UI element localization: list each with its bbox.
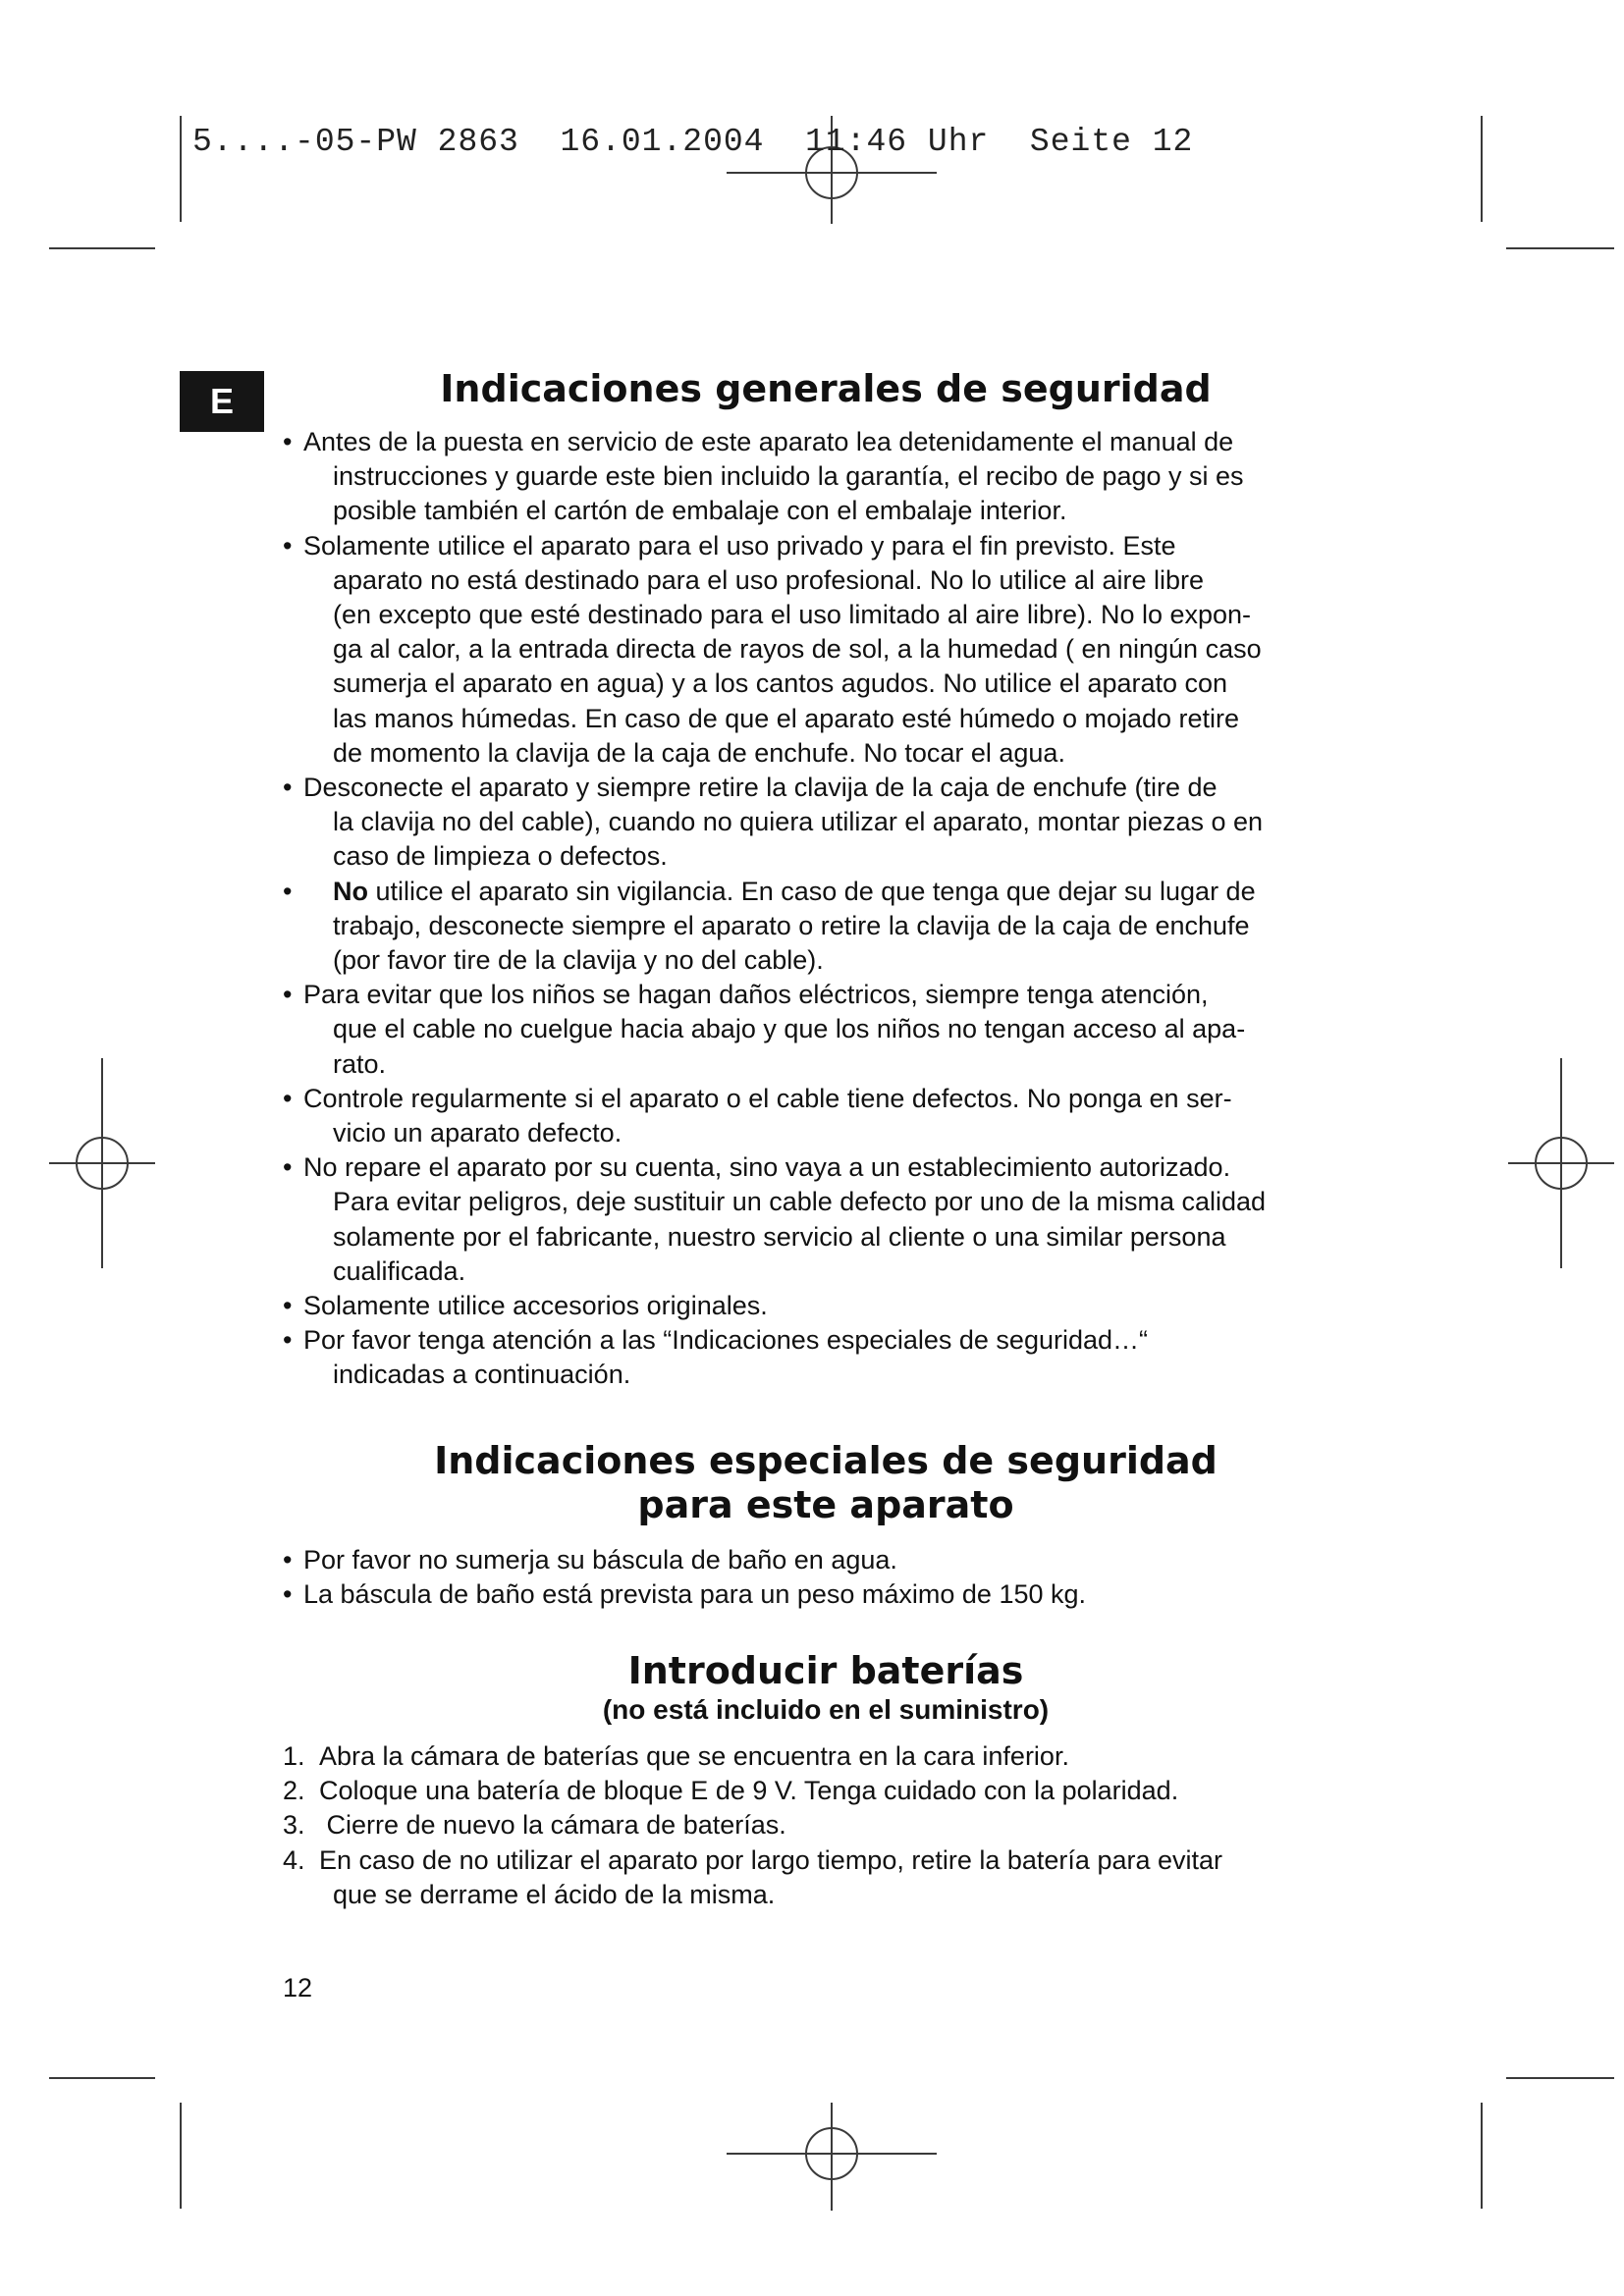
bullet-line: Por favor tenga atención a las “Indicaciones especiales de seguridad…“: [303, 1325, 1149, 1356]
general-safety-list: [283, 425, 1412, 1393]
bullet-marker: •: [283, 427, 293, 456]
bullet-line: instrucciones y guarde este bien incluido la garantía, el recibo de pago y si es: [333, 461, 1244, 492]
bullet-line: sumerja el aparato en agua) y a los cantos agudos. No utilice el aparato con: [333, 668, 1228, 699]
crop-mark-bottom-right-vertical: [1481, 2103, 1483, 2209]
bullet-marker: •: [283, 876, 293, 906]
bullet-line: No repare el aparato por su cuenta, sino vaya a un establecimiento autorizado.: [303, 1152, 1231, 1183]
crop-mark-top-left-vertical: [180, 116, 182, 222]
bullet-item: [283, 1082, 1412, 1150]
bullet-bold-lead: No: [333, 876, 368, 906]
bullet-marker: •: [283, 1291, 293, 1321]
step-line: Coloque una batería de bloque E de 9 V. Tenga cuidado con la polaridad.: [319, 1776, 1179, 1806]
bullet-line: Para evitar peligros, deje sustituir un cable defecto por uno de la misma calidad: [333, 1187, 1267, 1217]
bullet-line: las manos húmedas. En caso de que el aparato esté húmedo o mojado retire: [333, 703, 1240, 733]
step-number: 1.: [283, 1741, 305, 1771]
printer-slug: 5....-05-PW 2863 16.01.2004 11:46 Uhr Seite 12: [192, 124, 1194, 160]
numbered-step: [283, 1808, 1412, 1842]
page-number: 12: [283, 1973, 313, 2002]
numbered-step: [283, 1774, 1412, 1808]
crop-mark-bottom-left-horizontal: [49, 2077, 155, 2079]
bullet-marker: •: [283, 1579, 293, 1610]
numbered-step: [283, 1739, 1412, 1774]
bullet-line: (por favor tire de la clavija y no del cable).: [333, 945, 824, 976]
bullet-line: caso de limpieza o defectos.: [333, 841, 668, 872]
bullet-item: [283, 1289, 1412, 1323]
bullet-line: posible también el cartón de embalaje con el embalaje interior.: [333, 496, 1067, 526]
bullet-line: Para evitar que los niños se hagan daños eléctricos, siempre tenga atención,: [303, 980, 1209, 1010]
bullet-line: Solamente utilice accesorios originales.: [303, 1291, 768, 1321]
bullet-line: la clavija no del cable), cuando no quiera utilizar el aparato, montar piezas o en: [333, 807, 1264, 837]
bullet-item: [283, 1543, 1412, 1577]
bullet-line: Desconecte el aparato y siempre retire la clavija de la caja de enchufe (tire de: [303, 773, 1218, 803]
step-line: Cierre de nuevo la cámara de baterías.: [319, 1810, 786, 1841]
bullet-line: Solamente utilice el aparato para el uso privado y para el fin previsto. Este: [303, 530, 1176, 561]
registration-mark-right: [1508, 1058, 1614, 1268]
bullet-item: [283, 1150, 1412, 1289]
step-line: En caso de no utilizar el aparato por largo tiempo, retire la batería para evitar: [319, 1844, 1223, 1875]
bullet-line: Controle regularmente si el aparato o el cable tiene defectos. No ponga en ser-: [303, 1083, 1232, 1113]
section-title-general-safety: Indicaciones generales de seguridad: [440, 367, 1212, 410]
section-title-special-safety: Indicaciones especiales de seguridad: [434, 1439, 1218, 1482]
bullet-item: [283, 1323, 1412, 1392]
bullet-item: [283, 978, 1412, 1082]
bullet-line: que el cable no cuelgue hacia abajo y que los niños no tengan acceso al apa-: [333, 1014, 1246, 1044]
bullet-marker: •: [283, 980, 293, 1010]
bullet-line: Antes de la puesta en servicio de este aparato lea detenidamente el manual de: [303, 427, 1234, 456]
step-number: 4.: [283, 1844, 305, 1875]
step-line: Abra la cámara de baterías que se encuentra en la cara inferior.: [319, 1741, 1069, 1771]
crop-mark-top-right-horizontal: [1506, 247, 1614, 249]
bullet-item: [283, 1577, 1412, 1612]
crop-mark-bottom-right-horizontal: [1506, 2077, 1614, 2079]
battery-steps-list: [283, 1739, 1412, 1912]
special-safety-list: [283, 1543, 1412, 1612]
step-number: 3.: [283, 1810, 305, 1841]
bullet-line: cualificada.: [333, 1255, 466, 1286]
registration-mark-left: [49, 1058, 155, 1268]
bullet-marker: •: [283, 773, 293, 803]
bullet-line: de momento la clavija de la caja de enchufe. No tocar el agua.: [333, 737, 1065, 768]
bullet-item: [283, 771, 1412, 875]
crop-mark-top-left-horizontal: [49, 247, 155, 249]
bullet-line: ga al calor, a la entrada directa de rayos de sol, a la humedad ( en ningún caso: [333, 634, 1262, 665]
bullet-line: Por favor no sumerja su báscula de baño en agua.: [303, 1545, 897, 1575]
bullet-line: indicadas a continuación.: [333, 1360, 631, 1390]
bullet-marker: •: [283, 1545, 293, 1575]
bullet-line: aparato no está destinado para el uso profesional. No lo utilice al aire libre: [333, 564, 1205, 595]
bullet-item: [283, 529, 1412, 771]
numbered-step: [283, 1843, 1412, 1912]
registration-mark-bottom: [727, 2103, 937, 2211]
section-subtitle-not-included: (no está incluido en el suministro): [602, 1694, 1050, 1725]
section-title-insert-batteries: Introducir baterías: [627, 1649, 1024, 1692]
section-title-special-safety-line2: para este aparato: [637, 1483, 1014, 1526]
crop-mark-bottom-left-vertical: [180, 2103, 182, 2209]
bullet-line: rato.: [333, 1048, 387, 1079]
bullet-line: utilice el aparato sin vigilancia. En caso de que tenga que dejar su lugar de: [368, 876, 1256, 906]
bullet-marker: •: [283, 1152, 293, 1183]
crop-mark-top-right-vertical: [1481, 116, 1483, 222]
bullet-marker: •: [283, 1083, 293, 1113]
bullet-line: (en excepto que esté destinado para el uso limitado al aire libre). No lo expon-: [333, 600, 1252, 630]
bullet-line: La báscula de baño está prevista para un peso máximo de 150 kg.: [303, 1579, 1087, 1610]
step-line: que se derrame el ácido de la misma.: [333, 1879, 776, 1909]
bullet-line: vicio un aparato defecto.: [333, 1118, 623, 1148]
bullet-line: trabajo, desconecte siempre el aparato o retire la clavija de la caja de enchufe: [333, 910, 1250, 940]
step-number: 2.: [283, 1776, 305, 1806]
language-tab: E: [180, 371, 264, 432]
bullet-line: solamente por el fabricante, nuestro servicio al cliente o una similar persona: [333, 1221, 1226, 1252]
bullet-item: [283, 875, 1412, 979]
bullet-item: [283, 425, 1412, 529]
bullet-marker: •: [283, 530, 293, 561]
bullet-marker: •: [283, 1325, 293, 1356]
